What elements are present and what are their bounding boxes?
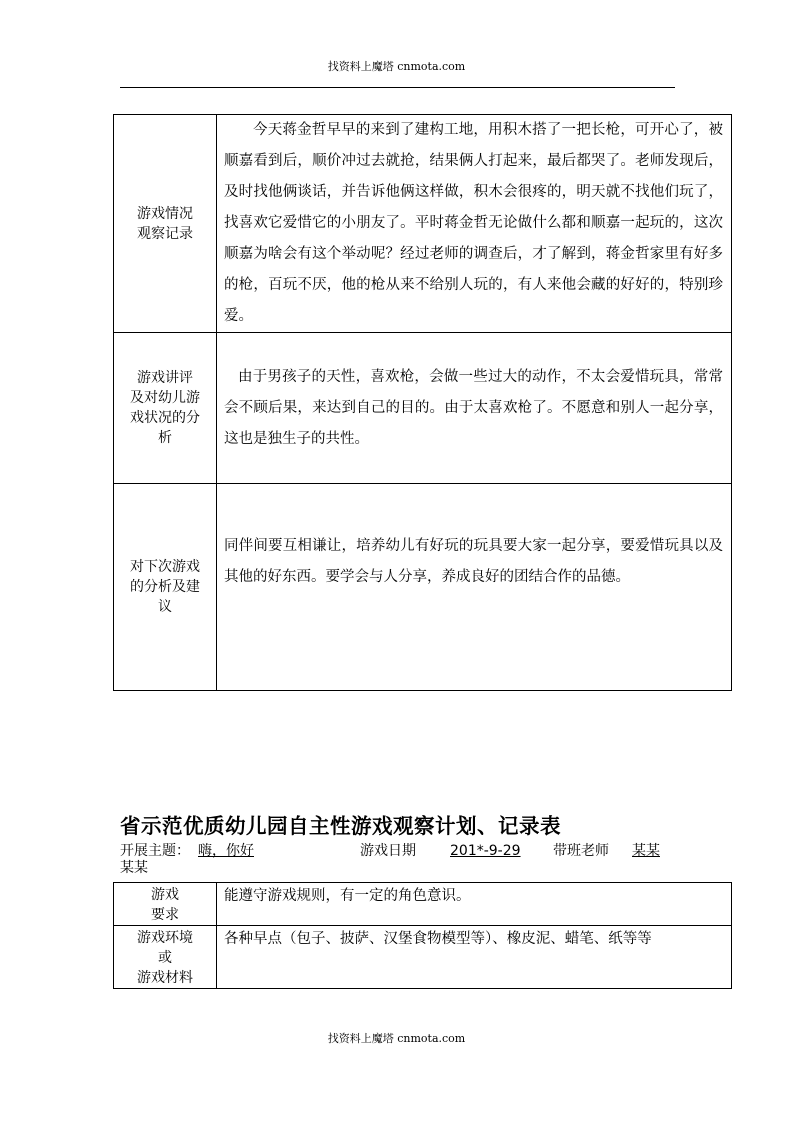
label-line: 观察记录 bbox=[137, 225, 193, 242]
plan-title: 省示范优质幼儿园自主性游戏观察计划、记录表 bbox=[120, 814, 561, 838]
label-line: 游戏材料 bbox=[137, 970, 193, 986]
header-divider bbox=[120, 87, 675, 88]
row-label-evaluation bbox=[114, 333, 217, 484]
teacher-label: 带班老师 bbox=[553, 843, 609, 859]
suggestion-text: 同伴间要互相谦让，培养幼儿有好玩的玩具要大家一起分享，要爱惜玩具以及其他的好东西。要学会与人分享，养成良好的团结合作的品德。 bbox=[224, 538, 723, 585]
label-line: 的分析及建 bbox=[130, 579, 200, 595]
label-line: 或 bbox=[158, 950, 172, 966]
row-label-observation bbox=[114, 115, 217, 333]
table-row bbox=[114, 883, 732, 926]
label-line: 游戏讲评 bbox=[137, 370, 193, 386]
date-label: 游戏日期 bbox=[360, 843, 416, 859]
label-line: 游戏情况 bbox=[137, 205, 193, 222]
label-line: 对下次游戏 bbox=[130, 559, 200, 575]
row-label-suggestion bbox=[114, 484, 217, 691]
table-row bbox=[114, 333, 732, 484]
teacher-value-cont: 某某 bbox=[120, 860, 148, 876]
label-line: 游戏 bbox=[151, 887, 179, 903]
theme-value: 嗨，你好 bbox=[198, 843, 254, 859]
materials-content: 各种早点（包子、披萨、汉堡食物模型等）、橡皮泥、蜡笔、纸等等 bbox=[217, 926, 732, 989]
theme-label: 开展主题： bbox=[120, 843, 190, 859]
plan-table bbox=[113, 882, 732, 989]
table-row bbox=[114, 926, 732, 989]
teacher-value: 某某 bbox=[632, 843, 660, 859]
table-row bbox=[114, 484, 732, 691]
label-line: 要求 bbox=[151, 907, 179, 923]
observation-record-table bbox=[113, 114, 732, 691]
label-line: 游戏环境 bbox=[137, 930, 193, 946]
table-row bbox=[114, 115, 732, 333]
observation-content: 今天蒋金哲早早的来到了建构工地，用积木搭了一把长枪，可开心了，被顺嘉看到后，顺价冲过去就抢，结果俩人打起来，最后都哭了。老师发现后，及时找他俩谈话，并告诉他俩这样做，积木会很疼的，明天就不找他们玩了，找喜欢它爱惜它的小朋友了。平时蒋金哲无论做什么都和顺嘉一起玩的，这次顺嘉为啥会有这个举动呢？经过老师的调查后，才了解到，蒋金哲家里有好多的枪，百玩不厌，他的枪从来不给别人玩的，有人来他会藏的好好的，特别珍爱。 bbox=[217, 115, 732, 333]
requirement-content: 能遵守游戏规则，有一定的角色意识。 bbox=[217, 883, 732, 926]
label-line: 及对幼儿游 bbox=[130, 390, 200, 406]
page-footer: 找资料上魔塔 cnmota.com bbox=[327, 1032, 466, 1045]
evaluation-content: 由于男孩子的天性，喜欢枪，会做一些过大的动作，不太会爱惜玩具，常常会不顾后果，来达到自己的目的。由于太喜欢枪了。不愿意和别人一起分享，这也是独生子的共性。 bbox=[217, 333, 732, 484]
label-line: 议 bbox=[158, 599, 172, 615]
suggestion-content bbox=[217, 484, 732, 691]
row-label-requirement bbox=[114, 883, 217, 926]
label-line: 析 bbox=[158, 430, 172, 446]
row-label-materials bbox=[114, 926, 217, 989]
date-value: 201*-9-29 bbox=[450, 843, 521, 859]
label-line: 戏状况的分 bbox=[130, 410, 200, 426]
page-header: 找资料上魔塔 cnmota.com bbox=[327, 60, 466, 73]
